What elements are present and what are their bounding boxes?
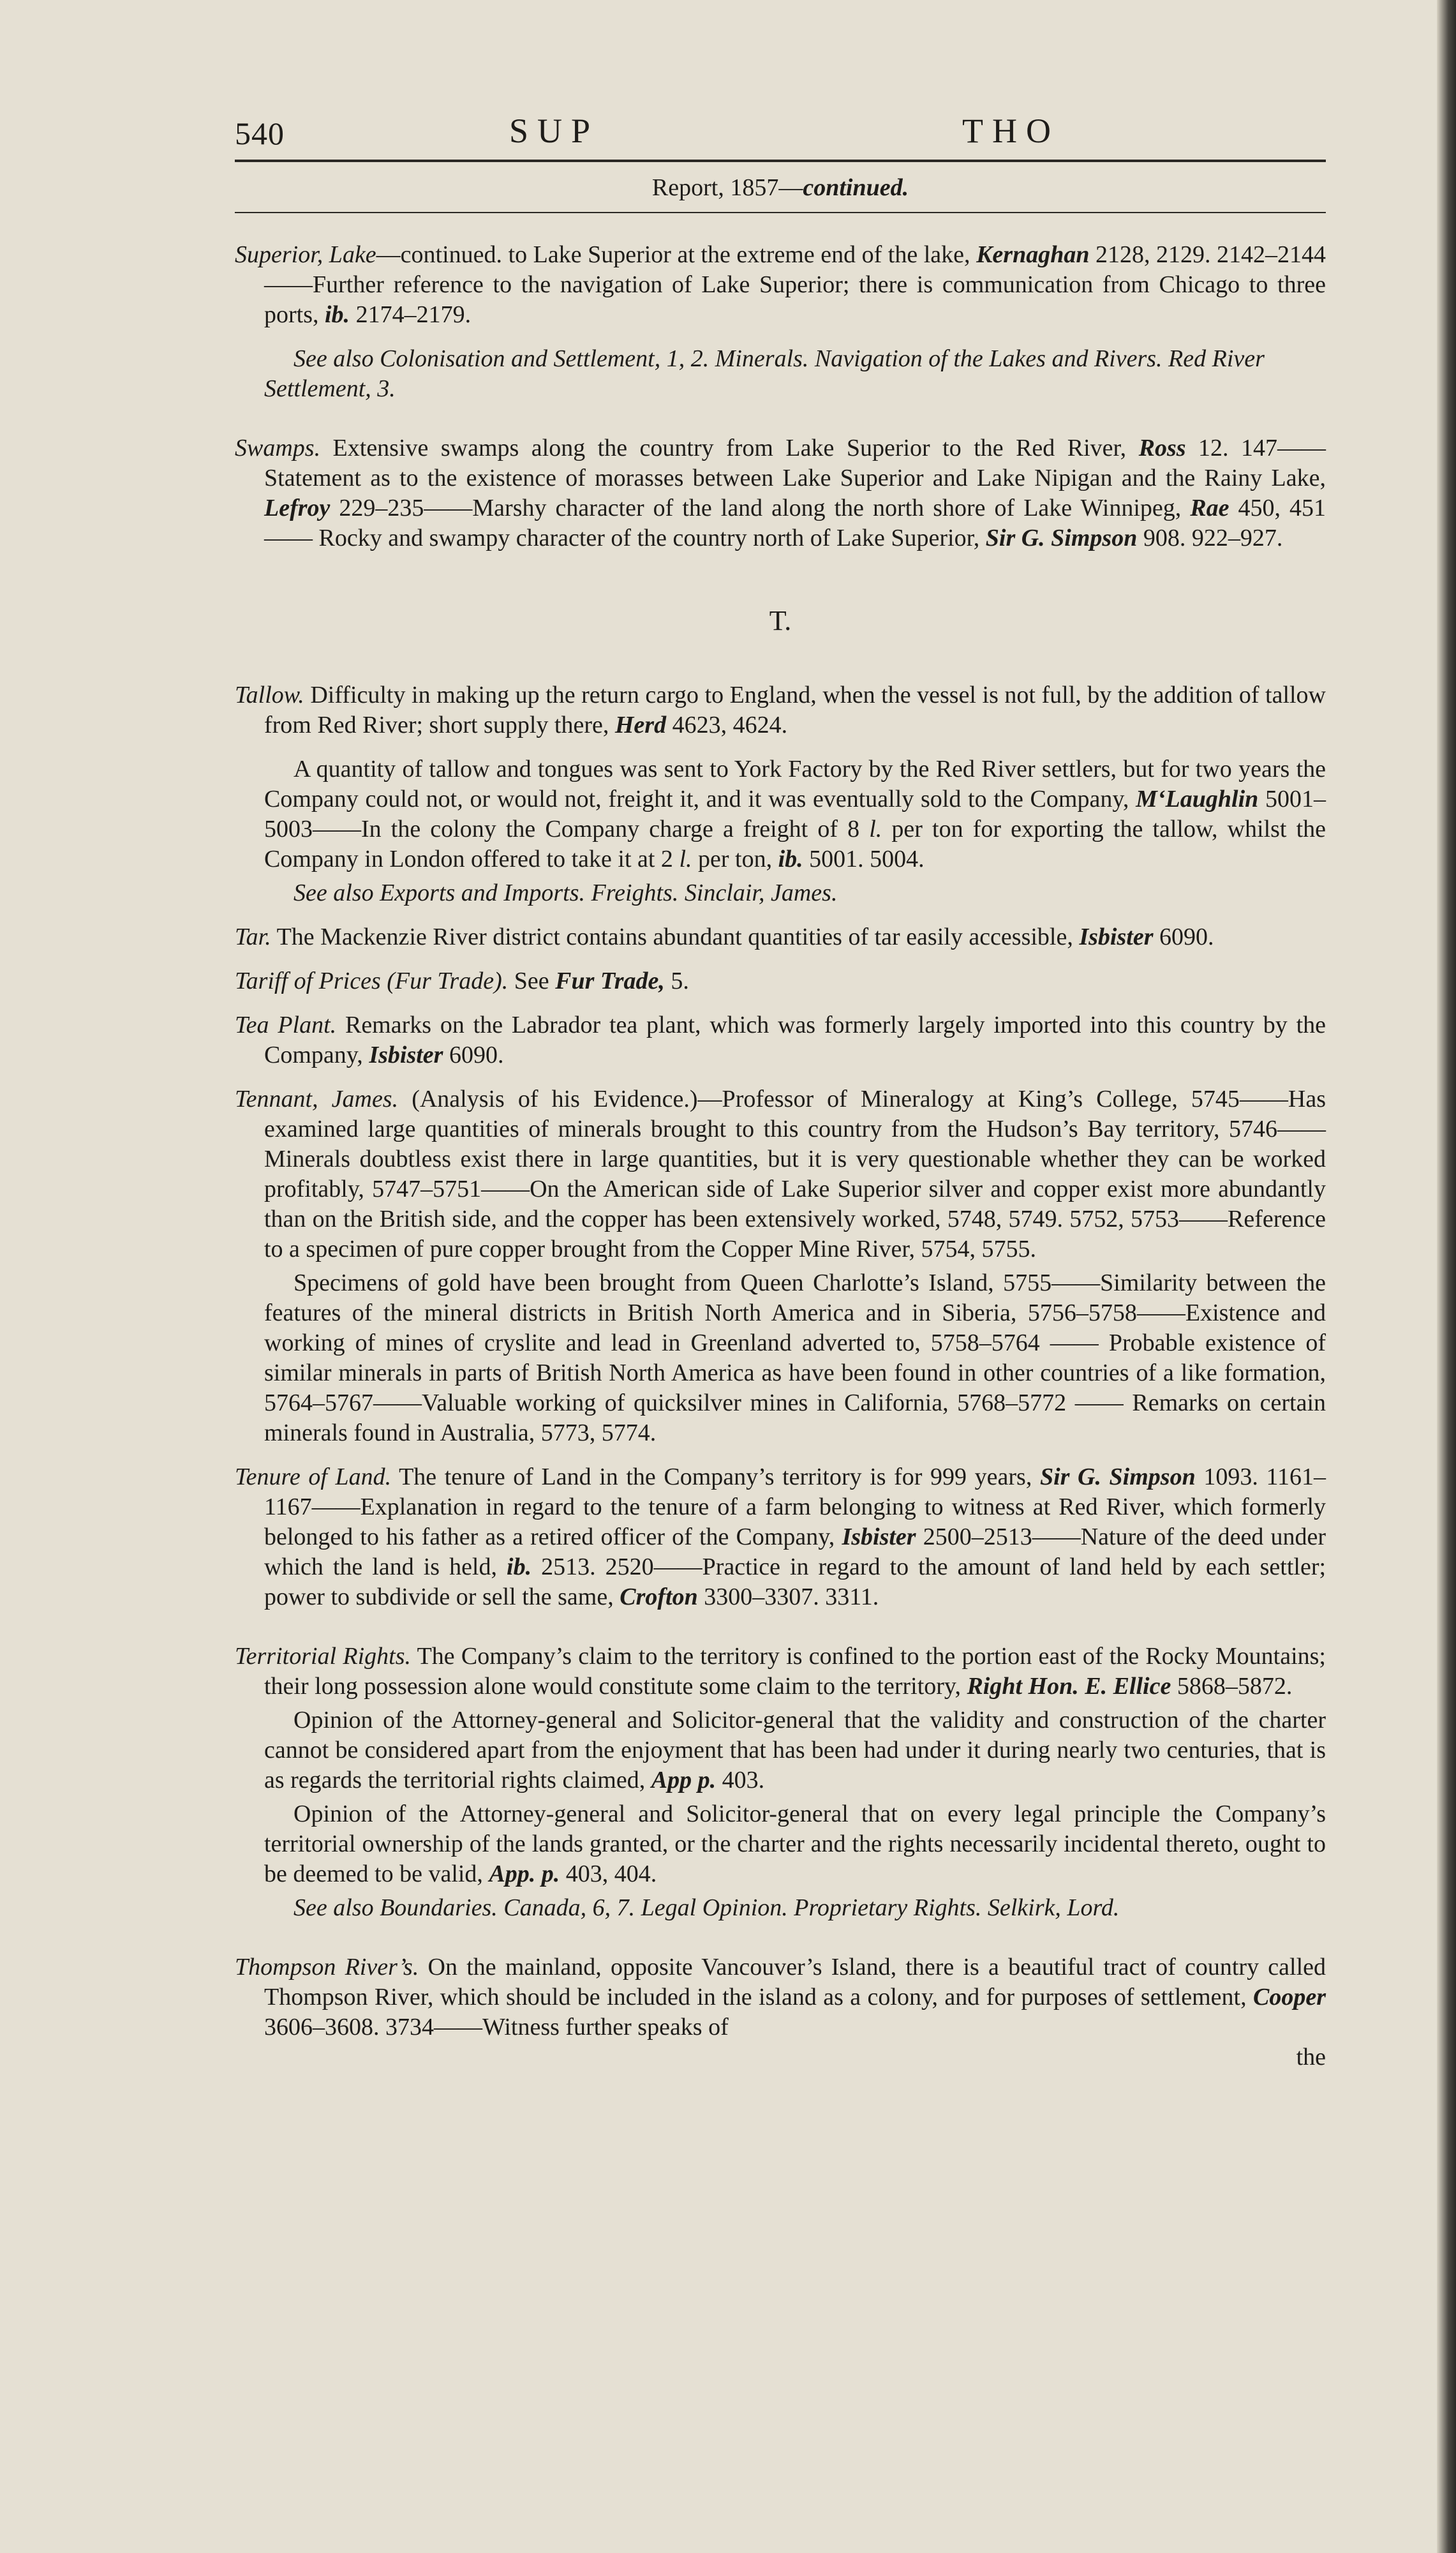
entry-tenure-of-land: Tenure of Land. The tenure of Land in the Company’s territory is for 999 years, Sir G. Simpson 1093. 1161–1167——Explanation in regard to the tenure of a farm belonging to witness at Red River, which formerly belonged to his father as a retired officer of the Company, Isbister 2500–2513——Nature of the deed under which the land is held, ib. 2513. 2520——Practice in regard to the amount of land held by each settler; power to subdivide or sell the same, Crofton 3300–3307. 3311. <box>235 1464 1326 1610</box>
tallow-paragraph: A quantity of tallow and tongues was sent to York Factory by the Red River settlers, but for two years the Company could not, or would not, freight it, and it was eventually sold to the Company, M‘Laughlin 5001–5003——In the colony the Company charge a freight of 8 l. per ton for exporting the tallow, whilst the Company in London offered to take it at 2 l. per ton, ib. 5001. 5004. <box>264 756 1326 872</box>
running-head-left: SUP <box>509 112 600 150</box>
entry-territorial-rights: Territorial Rights. The Company’s claim to the territory is confined to the portion east of the Rocky Mountains; their long possession alone would constitute some claim to the territory, Right Hon. E. Ellice 5868–5872. <box>235 1643 1326 1700</box>
page-number: 540 <box>235 116 285 151</box>
entry-superior-lake: Superior, Lake—continued. to Lake Superior at the extreme end of the lake, Kernaghan 2128, 2129. 2142–2144——Further reference to the navigation of Lake Superior; there is communication from Chicago to three ports, ib. 2174–2179. <box>235 241 1326 328</box>
book-spine-shadow <box>1437 0 1456 2553</box>
entry-heading: Tennant, James. <box>235 1086 399 1112</box>
entry-heading: Tar. <box>235 924 271 950</box>
entry-heading: Tariff of Prices (Fur Trade). <box>235 968 509 994</box>
subtitle-rule <box>235 212 1326 213</box>
entry-heading: Tenure of Land. <box>235 1464 392 1490</box>
entry-swamps: Swamps. Extensive swamps along the country from Lake Superior to the Red River, Ross 12. 147——Statement as to the existence of morasses between Lake Superior and Lake Nipigan and the Rainy Lake, Lefroy 229–235——Marshy character of the land along the north shore of Lake Winnipeg, Rae 450, 451—— Rocky and swampy character of the country north of Lake Superior, Sir G. Simpson 908. 922–927. <box>235 435 1326 551</box>
header-rule <box>235 160 1326 162</box>
running-head-right: THO <box>962 112 1060 150</box>
entry-heading: Tea Plant. <box>235 1012 337 1038</box>
entry-tar: Tar. The Mackenzie River district contains abundant quantities of tar easily accessible, Isbister 6090. <box>235 924 1214 950</box>
entry-heading: Thompson River’s. <box>235 1954 419 1980</box>
territorial-paragraph-1: Opinion of the Attorney-general and Solicitor-general that the validity and construction of the charter cannot be considered apart from the enjoyment that has been had under it during nearly two centuries, that is as regards the territorial rights claimed, App p. 403. <box>264 1707 1326 1793</box>
entry-thompson-rivers: Thompson River’s. On the mainland, opposite Vancouver’s Island, there is a beautiful tract of country called Thompson River, which should be included in the island as a colony, and for purposes of settlement, Cooper 3606–3608. 3734——Witness further speaks of <box>235 1954 1326 2040</box>
catchword: the <box>1296 2044 1326 2070</box>
report-subtitle: Report, 1857—continued. <box>651 174 909 201</box>
see-also-superior: See also Colonisation and Settlement, 1, 2. Minerals. Navigation of the Lakes and Rivers. Red River Settlement, 3. <box>264 345 1265 402</box>
entry-heading: Territorial Rights. <box>235 1643 411 1670</box>
entry-tariff-of-prices: Tariff of Prices (Fur Trade). See Fur Trade, 5. <box>235 968 689 994</box>
see-also-tallow: See also Exports and Imports. Freights. Sinclair, James. <box>293 880 838 906</box>
entry-tea-plant: Tea Plant. Remarks on the Labrador tea plant, which was formerly largely imported into this country by the Company, Isbister 6090. <box>235 1012 1326 1068</box>
running-head <box>235 109 1326 158</box>
territorial-paragraph-2: Opinion of the Attorney-general and Solicitor-general that on every legal principle the Company’s territorial ownership of the lands granted, or the charter and the rights necessarily incidental thereto, ought to be deemed to be valid, App. p. 403, 404. <box>264 1801 1326 1887</box>
tennant-paragraph: Specimens of gold have been brought from Queen Charlotte’s Island, 5755——Similarity between the features of the mineral districts in British North America and in Siberia, 5756–5758——Existence and working of mines of cryslite and lead in Greenland adverted to, 5758–5764 —— Probable existence of similar minerals in parts of British North America as have been found in other countries of a like formation, 5764–5767——Valuable working of quicksilver mines in California, 5768–5772 —— Remarks on certain minerals found in Australia, 5773, 5774. <box>264 1269 1326 1446</box>
entry-heading: Tallow. <box>235 682 304 708</box>
entry-heading: Swamps. <box>235 435 321 461</box>
entry-tallow: Tallow. Difficulty in making up the return cargo to England, when the vessel is not full, by the addition of tallow from Red River; short supply there, Herd 4623, 4624. <box>235 682 1326 738</box>
entry-tennant-james: Tennant, James. (Analysis of his Evidence.)—Professor of Mineralogy at King’s College, 5745——Has examined large quantities of minerals brought to this country from the Hudson’s Bay territory, 5746——Minerals doubtless exist there in large quantities, but it is very questionable whether they can be worked profitably, 5747–5751——On the American side of Lake Superior silver and copper exist more abundantly than on the British side, and the copper has been extensively worked, 5748, 5749. 5752, 5753——Reference to a specimen of pure copper brought from the Copper Mine River, 5754, 5755. <box>235 1086 1326 1262</box>
entry-heading: Superior, Lake <box>235 241 376 268</box>
page <box>235 109 1326 2072</box>
see-also-territorial: See also Boundaries. Canada, 6, 7. Legal Opinion. Proprietary Rights. Selkirk, Lord. <box>293 1894 1120 1921</box>
section-letter: T. <box>769 605 792 636</box>
